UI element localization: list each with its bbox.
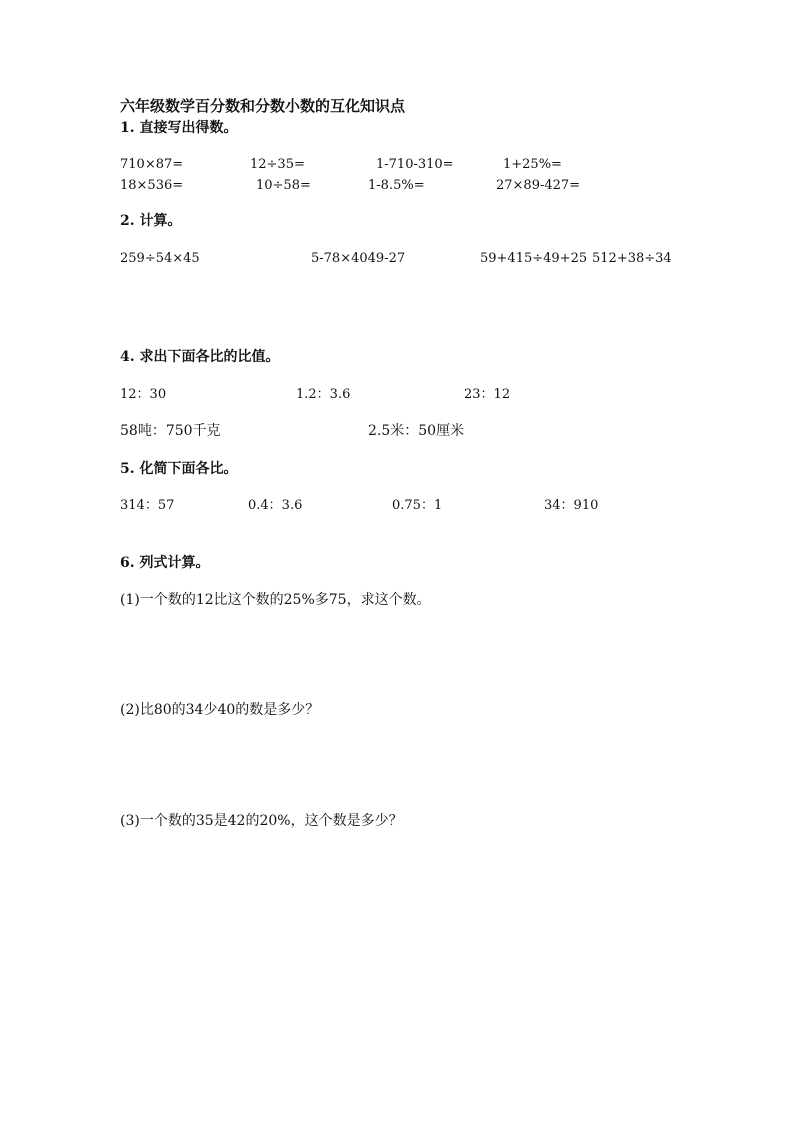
word-problem: (2)比80的34少40的数是多少？ [120, 702, 320, 718]
problem-item: 314：57 [120, 498, 175, 513]
problem-item: 12÷35= [250, 157, 305, 172]
section-heading-2: 2. 计算。 [120, 213, 182, 229]
problem-item: 18×536= [120, 178, 184, 193]
problem-item: 59+415÷49+25 [480, 251, 588, 266]
problem-item: 5-78×4049-27 [311, 251, 406, 266]
problem-item: 1-8.5%= [368, 178, 425, 193]
section-heading-5: 5. 化简下面各比。 [120, 461, 238, 477]
problem-item: 23：12 [464, 387, 511, 402]
problem-item: 34：910 [544, 498, 599, 513]
problem-item: 259÷54×45 [120, 251, 200, 266]
problem-item: 0.4：3.6 [248, 498, 303, 513]
problem-item: 27×89-427= [496, 178, 581, 193]
problem-item: 2.5米：50厘米 [368, 423, 465, 439]
problem-item: 58吨：750千克 [120, 423, 221, 439]
problem-item: 1-710-310= [376, 157, 454, 172]
word-problem: (1)一个数的12比这个数的25%多75，求这个数。 [120, 592, 431, 608]
problem-item: 0.75：1 [392, 498, 443, 513]
page-title: 六年级数学百分数和分数小数的互化知识点 [120, 97, 406, 115]
section-heading-4: 4. 求出下面各比的比值。 [120, 349, 280, 365]
problem-item: 10÷58= [256, 178, 311, 193]
problem-item: 512+38÷34 [592, 251, 672, 266]
word-problem: (3)一个数的35是42的20%，这个数是多少？ [120, 813, 403, 829]
section-heading-1: 1. 直接写出得数。 [120, 120, 238, 136]
problem-item: 1+25%= [503, 157, 562, 172]
problem-item: 12：30 [120, 387, 167, 402]
problem-item: 1.2：3.6 [296, 387, 351, 402]
section-heading-6: 6. 列式计算。 [120, 555, 210, 571]
problem-item: 710×87= [120, 157, 184, 172]
